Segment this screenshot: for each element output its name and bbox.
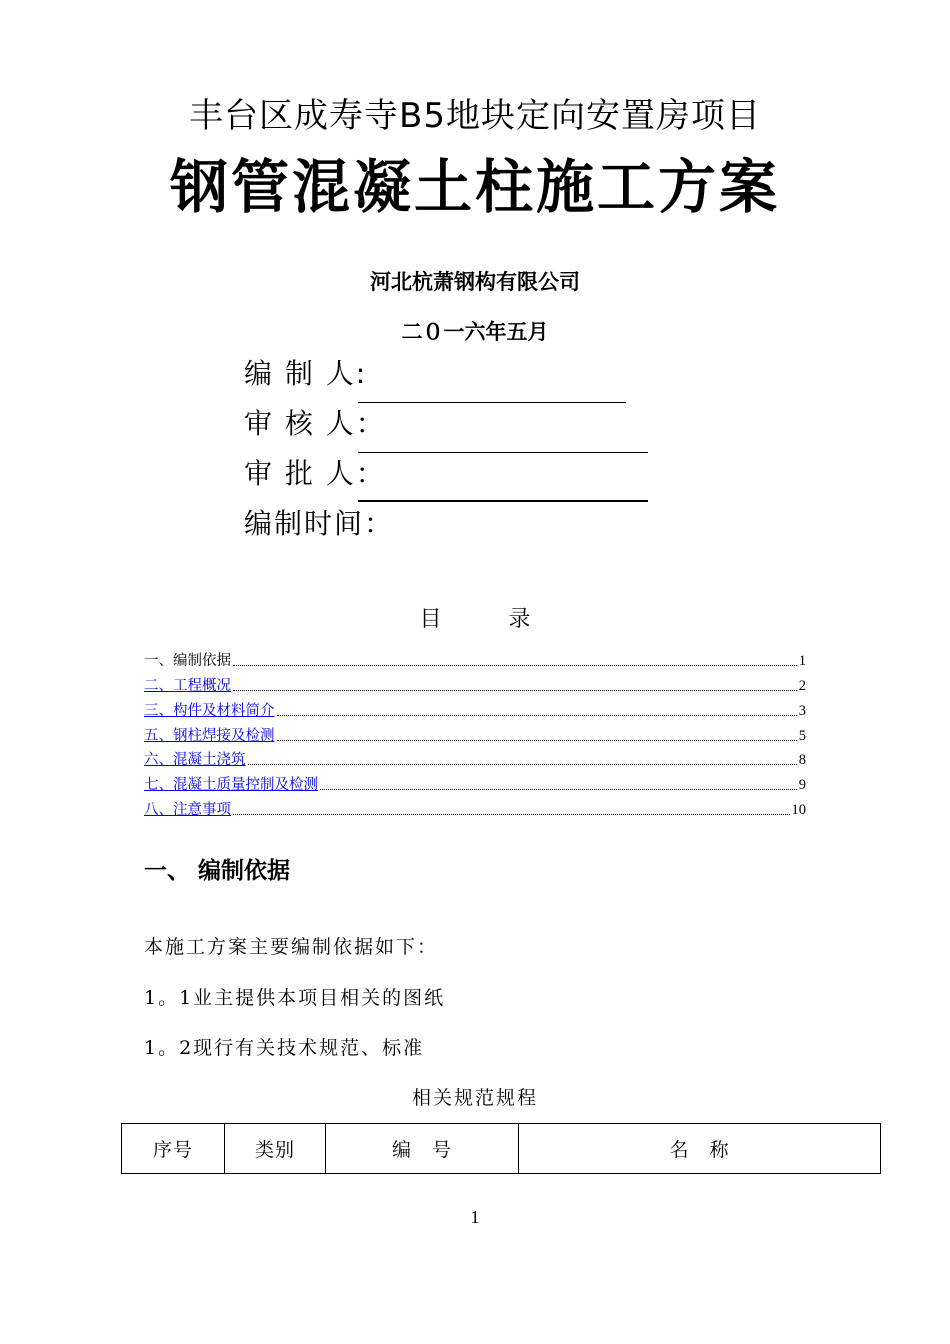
toc-item-page: 3 [798,703,806,719]
toc-item-page: 2 [798,678,806,694]
toc-item-label[interactable]: 六、混凝土浇筑 [144,752,246,768]
section-heading: 一、 编制依据 [144,858,291,884]
company-name: 河北杭萧钢构有限公司 [370,270,580,294]
signature-line-preparer [358,402,626,403]
paragraph: 1。2现行有关技术规范、标准 [144,1037,425,1059]
toc-item-materials[interactable] [144,700,806,720]
toc-item-label[interactable]: 二、工程概况 [144,678,231,694]
toc-item-page: 5 [798,728,806,744]
toc-leader-dots [248,764,797,765]
toc-leader-dots [277,740,797,741]
toc-item-welding[interactable] [144,725,806,745]
spec-table [121,1123,881,1174]
toc-item-pouring[interactable] [144,749,806,769]
signature-label-preparer: 编 制 人: [244,357,368,390]
table-header-cell: 序号 [122,1124,225,1174]
table-header-cell: 编 号 [326,1124,519,1174]
document-subtitle: 丰台区成寿寺B5地块定向安置房项目 [189,96,761,136]
toc-leader-dots [320,789,797,790]
toc-item-page: 10 [791,802,806,818]
toc-leader-dots [233,814,790,815]
page-number: 1 [470,1207,480,1227]
toc-item-label: 一、编制依据 [144,653,231,669]
paragraph: 1。1业主提供本项目相关的图纸 [144,987,446,1009]
toc-item-label[interactable]: 七、混凝土质量控制及检测 [144,777,318,793]
signature-line-reviewer [358,452,648,453]
document-title: 钢管混凝土柱施工方案 [169,153,780,221]
signature-label-approver: 审 批 人： [244,457,386,490]
table-header-cell: 类别 [225,1124,326,1174]
toc-item-page: 9 [798,777,806,793]
toc-item-page: 1 [798,653,806,669]
toc-item-overview[interactable] [144,675,806,695]
table-header-cell: 名 称 [519,1124,881,1174]
paragraph: 本施工方案主要编制依据如下： [144,936,439,958]
toc-item-basis[interactable] [144,650,806,670]
table-caption: 相关规范规程 [411,1087,538,1109]
toc-item-label[interactable]: 三、构件及材料简介 [144,703,275,719]
signature-label-reviewer: 审 核 人： [244,407,386,440]
toc-leader-dots [233,665,797,666]
toc-item-notes[interactable] [144,799,806,819]
toc-item-label[interactable]: 八、注意事项 [144,802,231,818]
toc-item-page: 8 [798,752,806,768]
toc-title: 目 录 [419,607,561,632]
toc-leader-dots [277,715,797,716]
toc-leader-dots [233,690,797,691]
document-date: 二０一六年五月 [401,320,549,344]
signature-label-date: 编制时间： [244,507,395,540]
toc-item-quality[interactable] [144,774,806,794]
signature-line-approver [358,500,648,502]
toc-item-label[interactable]: 五、钢柱焊接及检测 [144,728,275,744]
table-header-row [122,1124,881,1174]
